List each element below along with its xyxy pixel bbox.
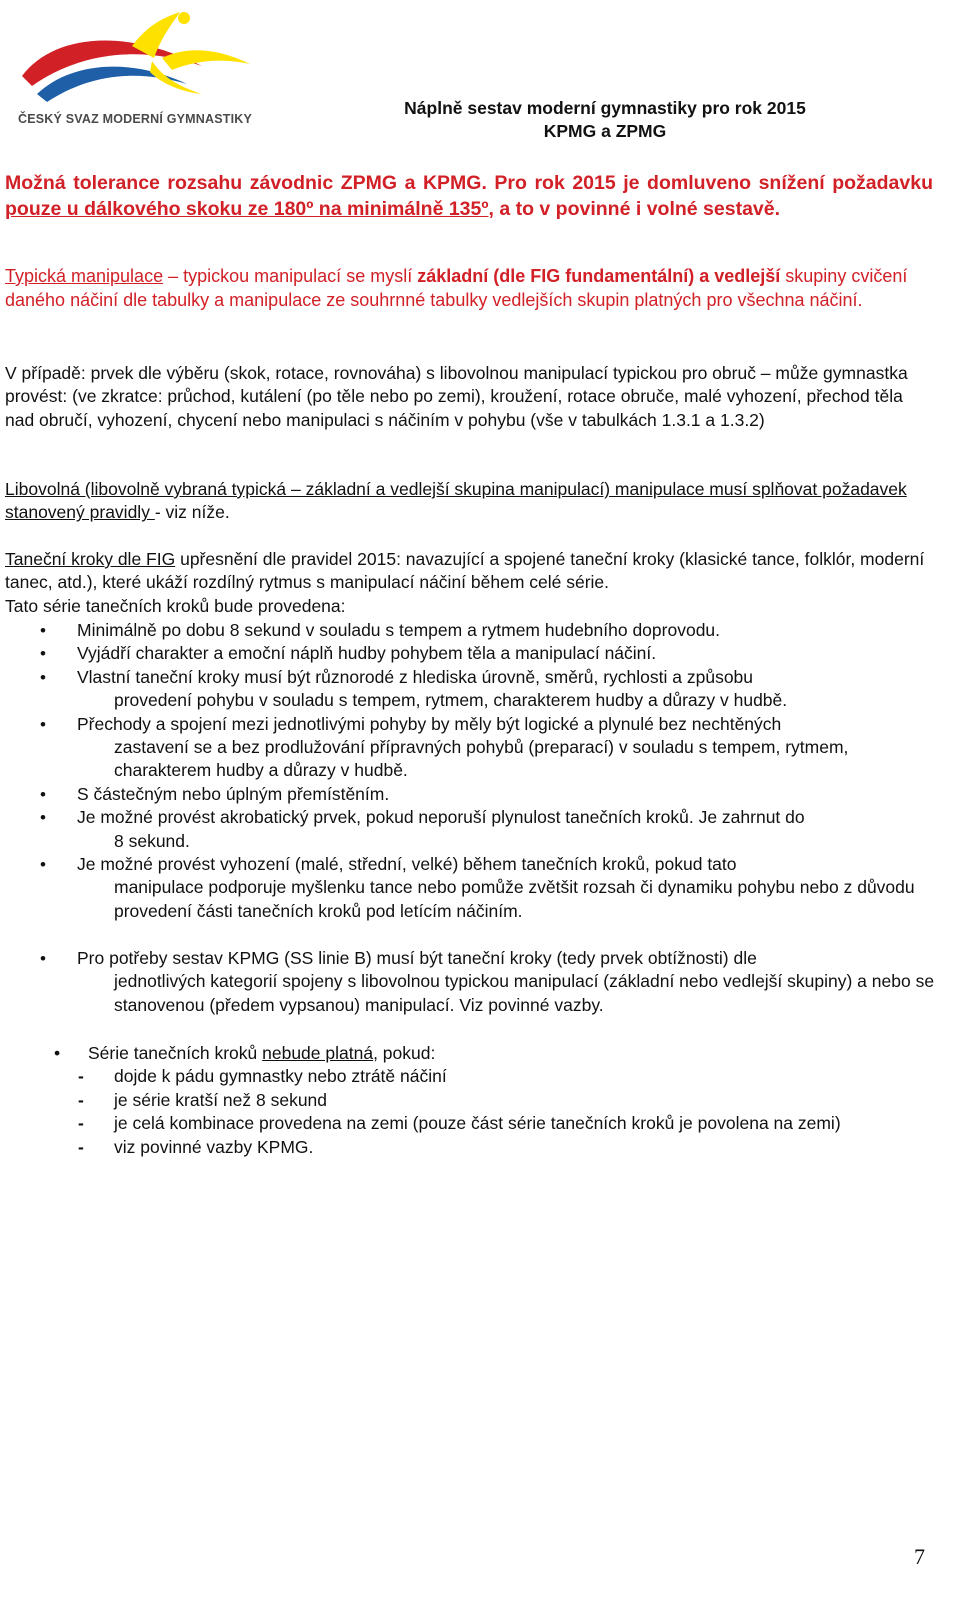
list-item-text: je celá kombinace provedena na zemi (pouze část série tanečních kroků je povolena na zemi) xyxy=(114,1113,841,1134)
invalid-series-section xyxy=(0,1042,940,1159)
list-item xyxy=(0,1112,940,1135)
list-item-text: S částečným nebo úplným přemístěním. xyxy=(77,783,390,804)
dash-icon: - xyxy=(78,1113,84,1134)
bullet-icon: • xyxy=(40,949,46,968)
list-item-continuation: jednotlivých kategorií spojeny s libovolnou typickou manipulací (základní nebo vedlejší skupiny) a nebo se stanovenou (předem vypsanou) manipulací. Viz povinné vazby. xyxy=(114,971,935,1015)
invalid-series-lead: Série tanečních kroků xyxy=(88,1043,263,1063)
list-item-text: Minimálně po dobu 8 sekund v souladu s tempem a rytmem hudebního doprovodu. xyxy=(77,620,721,640)
dash-icon: - xyxy=(78,1089,84,1110)
free-manipulation-paragraph xyxy=(5,478,935,525)
list-item xyxy=(0,713,940,783)
dance-steps-intro: Tato série tanečních kroků bude provedena: xyxy=(5,595,346,616)
list-item-text: Pro potřeby sestav KPMG (SS linie B) musí být taneční kroky (tedy prvek obtížnosti) dle xyxy=(77,948,757,968)
list-item xyxy=(0,853,940,923)
bullet-icon: • xyxy=(40,784,46,804)
list-item xyxy=(0,619,940,642)
typical-text-1: – typickou manipulací se myslí xyxy=(163,266,418,286)
document-title: Náplně sestav moderní gymnastiky pro rok 2015 xyxy=(404,98,806,118)
list-item-text: Je možné provést akrobatický prvek, pokud neporuší plynulost tanečních kroků. Je zahrnut do xyxy=(77,807,805,828)
free-manipulation-underlined: Libovolná (libovolně vybraná typická – základní a vedlejší skupina manipulací) manipulace musí splňovat požadavek stanovený pravidly xyxy=(5,479,907,523)
invalid-series-tail: , pokud: xyxy=(373,1043,436,1063)
list-item-continuation: manipulace podporuje myšlenku tance nebo pomůže zvětšit rozsah či dynamiku pohybu nebo z důvodu provedení části tanečních kroků pod letícím náčiním. xyxy=(114,877,915,921)
list-item-text: Je možné provést vyhození (malé, střední, velké) během tanečních kroků, pokud tato xyxy=(77,854,737,875)
bullet-icon: • xyxy=(40,714,46,734)
typical-manipulation-paragraph xyxy=(5,264,925,312)
list-item xyxy=(0,666,940,713)
list-item-text: Přechody a spojení mezi jednotlivými pohyby by měly být logické a plynulé bez nechtěných xyxy=(77,713,782,734)
tolerance-text-1: Možná tolerance rozsahu závodnic ZPMG a KPMG. Pro rok 2015 je domluveno snížení požadavku xyxy=(5,172,933,194)
kpmg-requirement xyxy=(0,947,940,1017)
dance-steps-text: upřesnění dle pravidel 2015: navazující a spojené taneční kroky (klasické tance, folklór, moderní tanec, atd.), které ukáží rozdílný rytmus s manipulací náčiní během celé série. xyxy=(5,549,925,593)
list-item-continuation: 8 sekund. xyxy=(114,830,190,851)
bullet-icon: • xyxy=(40,855,46,875)
list-item xyxy=(0,806,940,853)
logo-wordmark: ČESKÝ SVAZ MODERNÍ GYMNASTIKY xyxy=(18,112,253,126)
list-item-continuation: zastavení se a bez prodlužování přípravných pohybů (preparací) v souladu s tempem, rytmem, charakterem hudby a důrazy v hudbě. xyxy=(114,737,849,781)
list-item-text: dojde k pádu gymnastky nebo ztrátě náčiní xyxy=(114,1066,447,1087)
dash-icon: - xyxy=(78,1066,84,1087)
list-item xyxy=(0,1136,940,1159)
bullet-icon: • xyxy=(40,808,46,828)
dash-icon: - xyxy=(78,1136,84,1157)
list-item xyxy=(0,1089,940,1112)
list-item-text: je série kratší než 8 sekund xyxy=(114,1089,328,1110)
bullet-icon: • xyxy=(40,667,46,687)
case-paragraph: V případě: prvek dle výběru (skok, rotace, rovnováha) s libovolnou manipulací typickou pro obruč – může gymnastka provést: (ve zkratce: průchod, kutálení (po těle nebo po zemi), kroužení, rotace obruče, malé vyhození, přechod těla nad obručí, vyhození, chycení nebo manipulaci s náčiním v pohybu (vše v tabulkách 1.3.1 a 1.3.2) xyxy=(5,363,908,430)
page-number: 7 xyxy=(914,1544,925,1569)
typical-text-2: skupiny cvičení daného náčiní dle tabulky a manipulace ze souhrnné tabulky vedlejších skupin platných pro všechna náčiní. xyxy=(5,266,908,310)
bullet-icon: • xyxy=(54,1043,61,1063)
invalid-series-heading xyxy=(0,1042,940,1065)
list-item-continuation: provedení pohybu v souladu s tempem, rytmem, charakterem hudby a důrazy v hudbě. xyxy=(114,690,788,711)
tolerance-text-2: , a to v povinné i volné sestavě. xyxy=(488,198,781,220)
bullet-icon: • xyxy=(40,621,46,640)
tolerance-underlined: pouze u dálkového skoku ze 180º na minimálně 135º xyxy=(5,198,489,220)
tolerance-notice xyxy=(5,170,933,222)
list-item-text: Vlastní taneční kroky musí být různorodé z hlediska úrovně, směrů, rychlosti a způsobu xyxy=(77,666,754,687)
dance-steps-paragraph xyxy=(5,548,940,618)
free-manipulation-rest: - viz níže. xyxy=(154,502,230,523)
list-item xyxy=(0,947,940,1017)
list-item xyxy=(0,642,940,665)
bullet-icon: • xyxy=(40,644,46,664)
document-subtitle: KPMG a ZPMG xyxy=(543,121,667,141)
invalid-series-underlined: nebude platná xyxy=(262,1043,374,1063)
dance-steps-list xyxy=(0,619,940,923)
list-item xyxy=(0,1065,940,1088)
dance-steps-term: Taneční kroky dle FIG xyxy=(5,549,176,569)
typical-term: Typická manipulace xyxy=(5,266,164,286)
list-item-text: Vyjádří charakter a emoční náplň hudby pohybem těla a manipulací náčiní. xyxy=(77,643,657,664)
list-item xyxy=(0,783,940,806)
typical-bold: základní (dle FIG fundamentální) a vedlejší xyxy=(417,266,781,286)
list-item-text: viz povinné vazby KPMG. xyxy=(114,1136,314,1157)
